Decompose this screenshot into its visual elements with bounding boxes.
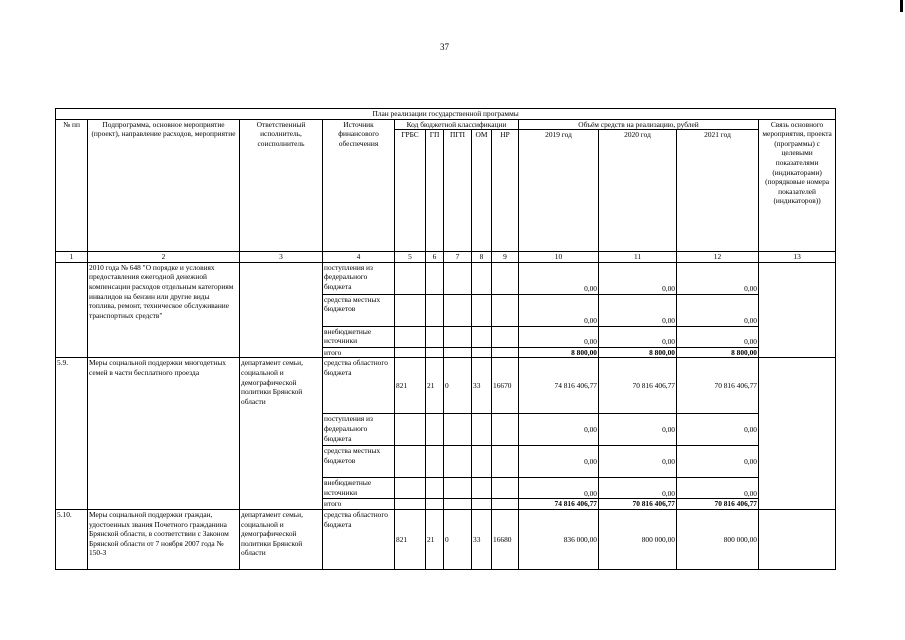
total-2021: 70 816 406,77	[677, 499, 759, 510]
value-2019: 0,00	[519, 294, 599, 326]
header-source: Источник финансового обеспечения	[323, 119, 395, 252]
value-2019: 74 816 406,77	[519, 358, 599, 414]
code-grbs: 821	[395, 509, 426, 569]
code-gp: 21	[426, 509, 444, 569]
total-2019: 8 800,00	[519, 347, 599, 358]
header-budget-code: Код бюджетной классификации	[395, 119, 519, 130]
value-2020: 0,00	[599, 414, 677, 446]
header-link: Связь основного мероприятия, проекта (программы) с целевыми показателями (индикаторами) (порядковые номера показателей (индикаторов))	[759, 119, 836, 252]
value-2020: 0,00	[599, 294, 677, 326]
value-2019: 0,00	[519, 414, 599, 446]
header-gp: ГП	[426, 130, 444, 252]
executor-cell	[240, 262, 323, 358]
value-2021: 0,00	[677, 446, 759, 478]
value-2019: 0,00	[519, 262, 599, 294]
col-number: 11	[599, 252, 677, 263]
page-number: 37	[440, 42, 449, 52]
value-2020: 0,00	[599, 478, 677, 499]
col-number: 2	[88, 252, 240, 263]
value-2020: 0,00	[599, 326, 677, 347]
header-pgp: ПГП	[444, 130, 472, 252]
header-num: № пп	[56, 119, 88, 252]
col-number: 12	[677, 252, 759, 263]
code-grbs: 821	[395, 358, 426, 414]
code-pgp: 0	[444, 509, 472, 569]
total-2020: 8 800,00	[599, 347, 677, 358]
col-number: 9	[492, 252, 519, 263]
header-np: НР	[492, 130, 519, 252]
value-2019: 836 000,00	[519, 509, 599, 569]
value-2021: 0,00	[677, 326, 759, 347]
value-2021: 0,00	[677, 262, 759, 294]
code-np: 16670	[492, 358, 519, 414]
col-number: 13	[759, 252, 836, 263]
value-2019: 0,00	[519, 326, 599, 347]
total-2019: 74 816 406,77	[519, 499, 599, 510]
value-2021: 0,00	[677, 294, 759, 326]
executor-text: департамент семьи, социальной и демографической политики Брянской области	[240, 358, 323, 510]
activity-text: Меры социальной поддержки граждан, удостоенных звания Почетного гражданина Брянской области, в соответствии с Законом Брянской области от 7 ноября 2007 года № 150-З	[88, 509, 240, 569]
col-number: 7	[444, 252, 472, 263]
total-2021: 8 800,00	[677, 347, 759, 358]
table-row	[56, 262, 836, 294]
table-title: План реализации государственной программы	[56, 109, 836, 120]
table-title-row	[56, 109, 836, 120]
link-cell	[759, 262, 836, 358]
header-subprogram: Подпрограмма, основное мероприятие (проект), направление расходов, мероприятие	[88, 119, 240, 252]
col-number: 8	[472, 252, 492, 263]
source-local: средства местных бюджетов	[323, 294, 395, 326]
header-2019: 2019 год	[519, 130, 599, 252]
value-2020: 0,00	[599, 262, 677, 294]
source-extra: внебюджетные источники	[323, 326, 395, 347]
activity-text: Меры социальной поддержки многодетных семей в части бесплатного проезда	[88, 358, 240, 510]
scan-edge-mark	[900, 0, 903, 12]
column-number-row	[56, 252, 836, 263]
col-number: 3	[240, 252, 323, 263]
value-2021: 0,00	[677, 414, 759, 446]
col-number: 5	[395, 252, 426, 263]
value-2020: 0,00	[599, 446, 677, 478]
value-2021: 0,00	[677, 478, 759, 499]
source-extra: внебюджетные источники	[323, 478, 395, 499]
total-2020: 70 816 406,77	[599, 499, 677, 510]
header-2021: 2021 год	[677, 130, 759, 252]
link-cell	[759, 509, 836, 569]
col-number: 4	[323, 252, 395, 263]
row-num-cell	[56, 262, 88, 358]
code-om: 33	[472, 509, 492, 569]
value-2020: 70 816 406,77	[599, 358, 677, 414]
header-om: ОМ	[472, 130, 492, 252]
header-2020: 2020 год	[599, 130, 677, 252]
table-row	[56, 358, 836, 414]
source-total: итого	[323, 347, 395, 358]
code-om: 33	[472, 358, 492, 414]
header-volume: Объём средств на реализацию, рублей	[519, 119, 759, 130]
source-regional: средства областного бюджета	[323, 509, 395, 569]
code-pgp: 0	[444, 358, 472, 414]
source-regional: средства областного бюджета	[323, 358, 395, 414]
col-number: 1	[56, 252, 88, 263]
code-np: 16680	[492, 509, 519, 569]
value-2019: 0,00	[519, 478, 599, 499]
source-federal: поступления из федерального бюджета	[323, 262, 395, 294]
col-number: 10	[519, 252, 599, 263]
code-gp: 21	[426, 358, 444, 414]
source-federal: поступления из федерального бюджета	[323, 414, 395, 446]
executor-text: департамент семьи, социальной и демографической политики Брянской области	[240, 509, 323, 569]
col-number: 6	[426, 252, 444, 263]
link-cell	[759, 358, 836, 510]
value-2019: 0,00	[519, 446, 599, 478]
row-num: 5.10.	[56, 509, 88, 569]
table-row	[56, 509, 836, 569]
source-total: итого	[323, 499, 395, 510]
budget-plan-table	[55, 108, 836, 570]
value-2021: 70 816 406,77	[677, 358, 759, 414]
row-num: 5.9.	[56, 358, 88, 510]
value-2020: 800 000,00	[599, 509, 677, 569]
header-grbs: ГРБС	[395, 130, 426, 252]
source-local: средства местных бюджетов	[323, 446, 395, 478]
header-executor: Ответственный исполнитель, соисполнитель	[240, 119, 323, 252]
header-row	[56, 119, 836, 130]
activity-text: 2010 года № 648 "О порядке и условиях предоставления ежегодной денежной компенсации расходов отдельным категориям инвалидов на бензин или другие виды топлива, ремонт, техническое обслуживание транспортных средств"	[88, 262, 240, 358]
value-2021: 800 000,00	[677, 509, 759, 569]
